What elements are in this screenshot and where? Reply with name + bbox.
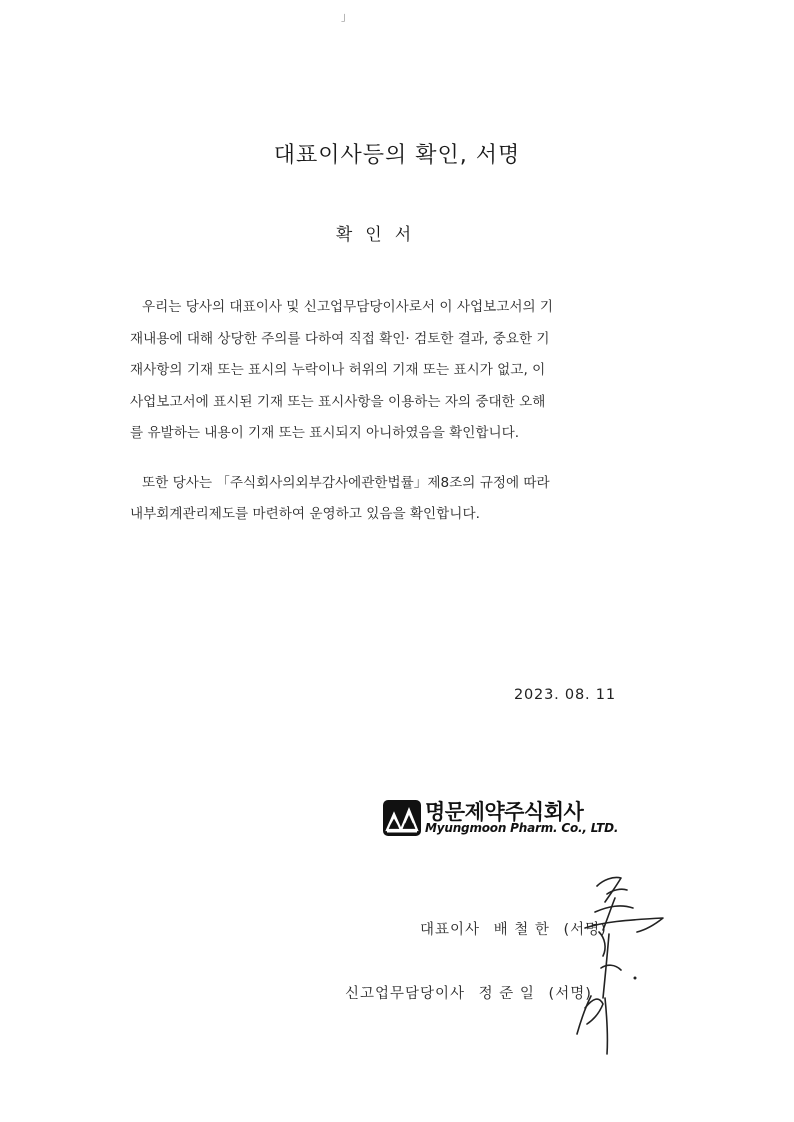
paragraph-line: 또한 당사는 「주식회사의외부감사에관한법률」제8조의 규정에 따라 [142,475,550,491]
signatory-role: 신고업무담당이사 [345,986,466,1002]
paragraph-line: 재사항의 기재 또는 표시의 누락이나 허위의 기재 또는 표시가 없고, 이 [130,362,546,379]
document-date: 2023. 08. 11 [514,687,616,703]
signatory-name: 배 철 한 [493,922,550,938]
confirmation-paragraph [130,292,620,450]
paragraph-line: 우리는 당사의 대표이사 및 신고업무담당이사로서 이 사업보고서의 기 [142,299,554,315]
company-emblem-icon [383,800,421,836]
handwritten-signature-icon [555,868,675,1058]
company-logo [383,800,623,840]
company-name-korean: 명문제약주식회사 [425,800,584,824]
paragraph-line: 재내용에 대해 상당한 주의를 다하여 직접 확인· 검토한 결과, 중요한 기 [130,330,550,347]
internal-control-paragraph [130,468,620,530]
signature-label: (서명) [548,986,592,1002]
company-name-english: Myungmoon Pharm. Co., LTD. [425,821,619,835]
signatory-name: 정 준 일 [478,986,535,1002]
paragraph-line: 사업보고서에 표시된 기재 또는 표시사항을 이용하는 자의 중대한 오해 [130,393,546,410]
paragraph-line: 를 유발하는 내용이 기재 또는 표시되지 아니하였음을 확인합니다. [130,425,520,442]
signature-label: (서명) [563,922,607,938]
corner-mark: 」 [341,10,352,23]
document-title: 대표이사등의 확인, 서명 [273,143,521,168]
document-subtitle: 확인서 [335,225,425,245]
paragraph-line: 내부회계관리제도를 마련하여 운영하고 있음을 확인합니다. [130,506,480,522]
signatory-role: 대표이사 [420,922,481,938]
